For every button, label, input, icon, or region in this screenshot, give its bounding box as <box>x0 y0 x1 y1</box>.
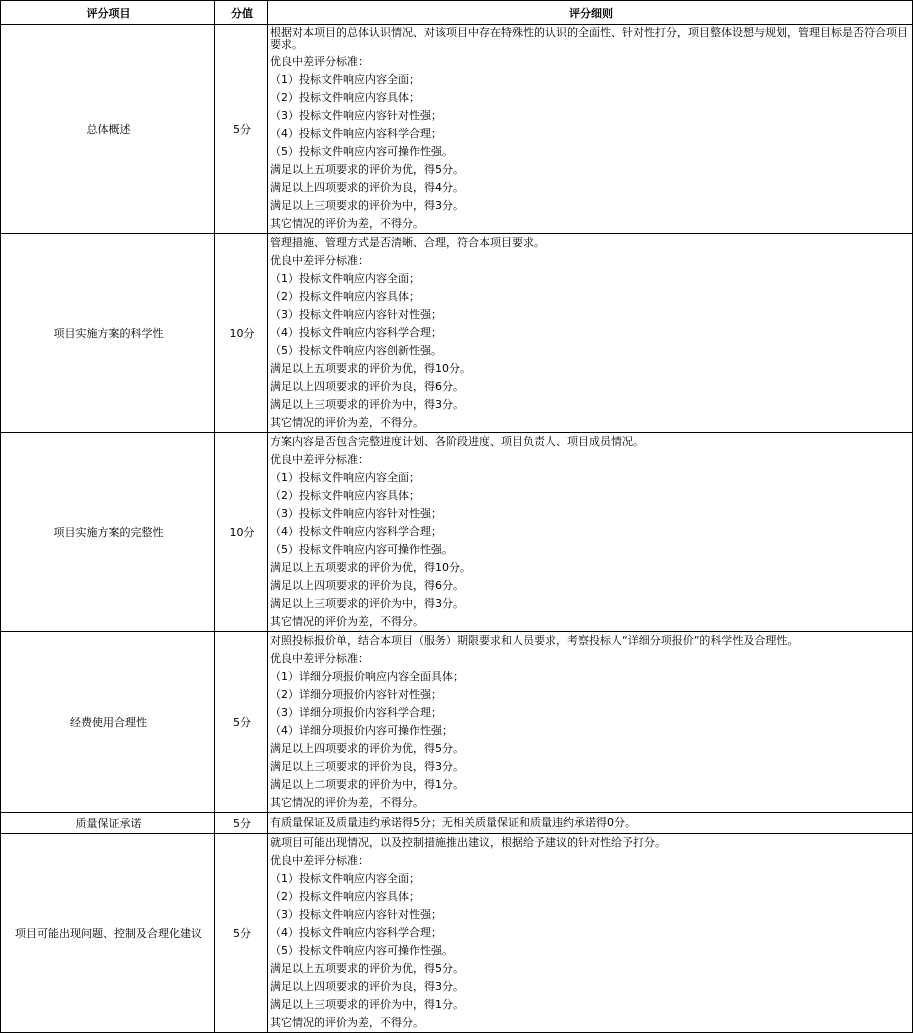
detail-line: （4）投标文件响应内容科学合理； <box>270 525 442 538</box>
table-row <box>1 834 913 1033</box>
detail-line: 优良中差评分标准： <box>270 254 369 267</box>
detail-line: （1）投标文件响应内容全面； <box>270 272 420 285</box>
detail-line: 满足以上二项要求的评价为中，得1分。 <box>270 778 464 791</box>
detail-line: 管理措施、管理方式是否清晰、合理，符合本项目要求。 <box>270 236 545 249</box>
row-score: 10分 <box>215 234 268 433</box>
table-body <box>1 25 913 1033</box>
detail-line: 其它情况的评价为差，不得分。 <box>270 1016 424 1029</box>
detail-line: 其它情况的评价为差，不得分。 <box>270 615 424 628</box>
detail-line: （3）详细分项报价内容科学合理； <box>270 706 442 719</box>
detail-line: 满足以上四项要求的评价为优，得5分。 <box>270 742 464 755</box>
detail-line: 方案内容是否包含完整进度计划、各阶段进度、项目负责人、项目成员情况。 <box>270 435 644 448</box>
detail-line: 优良中差评分标准： <box>270 55 369 68</box>
row-detail <box>268 834 913 1033</box>
detail-line: 其它情况的评价为差，不得分。 <box>270 416 424 429</box>
detail-line: 满足以上四项要求的评价为良，得6分。 <box>270 380 464 393</box>
detail-line: 满足以上三项要求的评价为良，得3分。 <box>270 760 464 773</box>
detail-line: 满足以上三项要求的评价为中，得1分。 <box>270 998 464 1011</box>
row-detail <box>268 234 913 433</box>
row-score: 5分 <box>215 834 268 1033</box>
header-detail: 评分细则 <box>268 1 913 25</box>
row-detail <box>268 25 913 234</box>
row-score: 5分 <box>215 632 268 813</box>
detail-line: 有质量保证及质量违约承诺得5分；无相关质量保证和质量违约承诺得0分。 <box>270 816 636 829</box>
detail-line: （4）详细分项报价内容可操作性强； <box>270 724 453 737</box>
detail-line: （2）投标文件响应内容具体； <box>270 489 420 502</box>
detail-line: 优良中差评分标准： <box>270 453 369 466</box>
detail-line: 满足以上四项要求的评价为良，得4分。 <box>270 181 464 194</box>
detail-line: （2）投标文件响应内容具体； <box>270 890 420 903</box>
detail-line: （3）投标文件响应内容针对性强； <box>270 507 442 520</box>
detail-line: （5）投标文件响应内容可操作性强。 <box>270 944 453 957</box>
detail-line: （4）投标文件响应内容科学合理； <box>270 926 442 939</box>
detail-line: （5）投标文件响应内容创新性强。 <box>270 344 442 357</box>
detail-line: 其它情况的评价为差，不得分。 <box>270 796 424 809</box>
header-row <box>1 1 913 25</box>
table-row <box>1 234 913 433</box>
detail-line: 优良中差评分标准： <box>270 652 369 665</box>
header-item: 评分项目 <box>1 1 215 25</box>
detail-line: 对照投标报价单，结合本项目（服务）期限要求和人员要求，考察投标人“详细分项报价”的科学性及合理性。 <box>270 634 799 647</box>
detail-line: （1）详细分项报价响应内容全面具体； <box>270 670 464 683</box>
detail-line: （5）投标文件响应内容可操作性强。 <box>270 145 453 158</box>
detail-line: （4）投标文件响应内容科学合理； <box>270 326 442 339</box>
detail-line: （1）投标文件响应内容全面； <box>270 471 420 484</box>
detail-line: 满足以上四项要求的评价为良，得3分。 <box>270 980 464 993</box>
detail-line: 满足以上五项要求的评价为优，得10分。 <box>270 561 471 574</box>
row-item: 经费使用合理性 <box>1 632 215 813</box>
row-score: 5分 <box>215 25 268 234</box>
row-detail <box>268 433 913 632</box>
detail-line: （5）投标文件响应内容可操作性强。 <box>270 543 453 556</box>
detail-line: 满足以上三项要求的评价为中，得3分。 <box>270 398 464 411</box>
row-detail <box>268 632 913 813</box>
detail-line: （3）投标文件响应内容针对性强； <box>270 308 442 321</box>
detail-line: 满足以上四项要求的评价为良，得6分。 <box>270 579 464 592</box>
detail-line: 满足以上五项要求的评价为优，得5分。 <box>270 962 464 975</box>
detail-line: 满足以上三项要求的评价为中，得3分。 <box>270 199 464 212</box>
row-item: 项目实施方案的完整性 <box>1 433 215 632</box>
row-item: 总体概述 <box>1 25 215 234</box>
detail-line: 根据对本项目的总体认识情况、对该项目中存在特殊性的认识的全面性、针对性打分，项目整体设想与规划，管理目标是否符合项目要求。 <box>270 26 908 51</box>
detail-line: （2）投标文件响应内容具体； <box>270 290 420 303</box>
detail-line: （1）投标文件响应内容全面； <box>270 73 420 86</box>
detail-line: （3）投标文件响应内容针对性强； <box>270 908 442 921</box>
row-score: 5分 <box>215 813 268 834</box>
table-row <box>1 433 913 632</box>
row-score: 10分 <box>215 433 268 632</box>
detail-line: 满足以上三项要求的评价为中，得3分。 <box>270 597 464 610</box>
detail-line: 其它情况的评价为差，不得分。 <box>270 217 424 230</box>
table-row <box>1 25 913 234</box>
detail-line: （2）投标文件响应内容具体； <box>270 91 420 104</box>
header-score: 分值 <box>215 1 268 25</box>
detail-line: 满足以上五项要求的评价为优，得5分。 <box>270 163 464 176</box>
detail-line: （3）投标文件响应内容针对性强； <box>270 109 442 122</box>
table-row <box>1 632 913 813</box>
row-item: 项目可能出现问题、控制及合理化建议 <box>1 834 215 1033</box>
detail-line: （4）投标文件响应内容科学合理； <box>270 127 442 140</box>
row-item: 项目实施方案的科学性 <box>1 234 215 433</box>
row-item: 质量保证承诺 <box>1 813 215 834</box>
detail-line: 优良中差评分标准： <box>270 854 369 867</box>
detail-line: （2）详细分项报价内容针对性强； <box>270 688 442 701</box>
detail-line: （1）投标文件响应内容全面； <box>270 872 420 885</box>
row-detail <box>268 813 913 834</box>
detail-line: 就项目可能出现情况，以及控制措施推出建议，根据给予建议的针对性给予打分。 <box>270 836 666 849</box>
detail-line: 满足以上五项要求的评价为优，得10分。 <box>270 362 471 375</box>
table-row <box>1 813 913 834</box>
